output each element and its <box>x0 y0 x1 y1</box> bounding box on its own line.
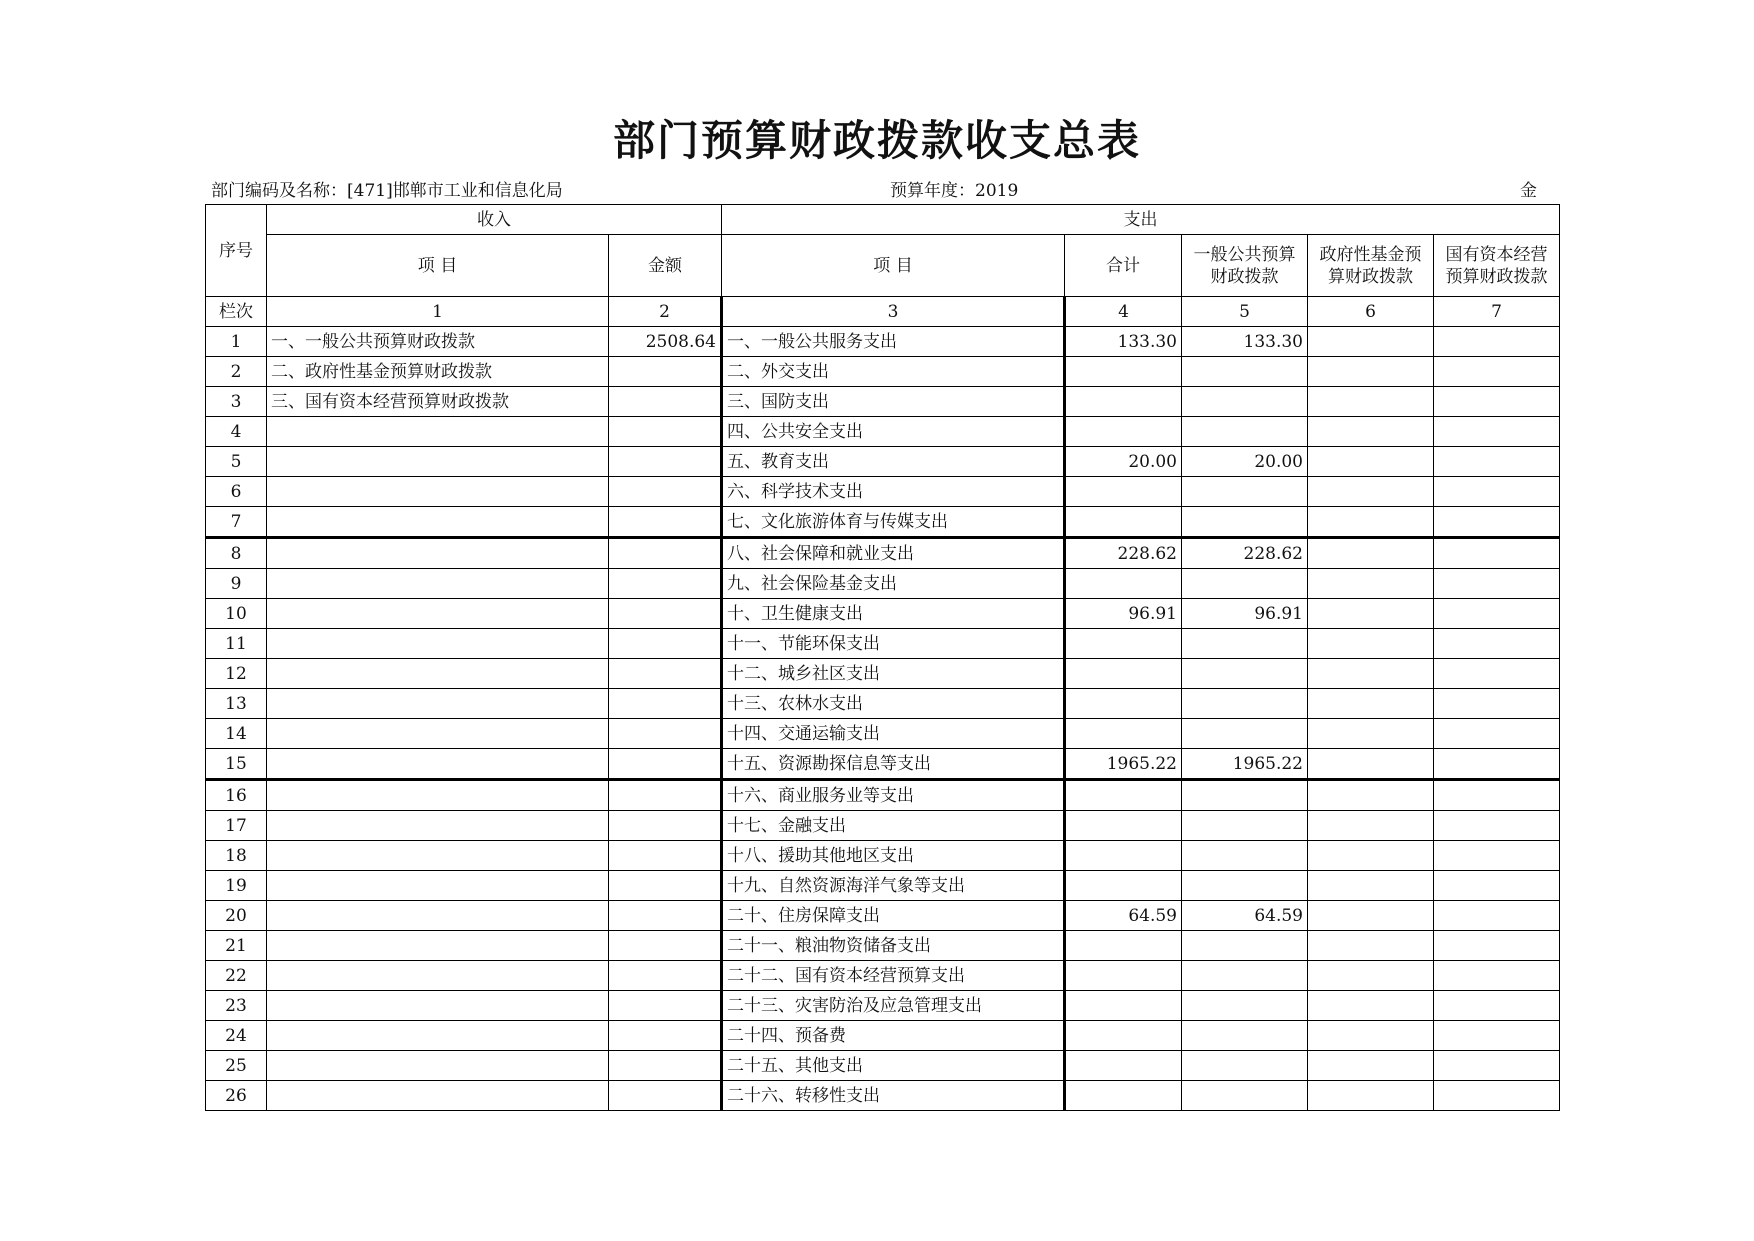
income-amount-cell <box>609 901 722 931</box>
general-budget-cell <box>1182 991 1308 1021</box>
income-amount-cell <box>609 387 722 417</box>
row-number: 22 <box>206 961 267 991</box>
expense-item-cell: 十六、商业服务业等支出 <box>722 780 1065 811</box>
income-amount-cell <box>609 991 722 1021</box>
expense-item-cell: 十四、交通运输支出 <box>722 719 1065 749</box>
income-amount-cell <box>609 1021 722 1051</box>
table-row <box>206 1051 1560 1081</box>
table-row <box>206 357 1560 387</box>
expense-item-header: 项 目 <box>722 235 1065 297</box>
state-capital-cell <box>1434 659 1560 689</box>
row-number: 8 <box>206 538 267 569</box>
state-capital-cell <box>1434 538 1560 569</box>
state-capital-cell <box>1434 689 1560 719</box>
expense-item-cell: 四、公共安全支出 <box>722 417 1065 447</box>
income-item-cell <box>267 569 609 599</box>
table-row <box>206 811 1560 841</box>
income-amount-cell <box>609 629 722 659</box>
income-amount-cell <box>609 961 722 991</box>
total-cell: 133.30 <box>1065 327 1182 357</box>
income-amount-cell <box>609 538 722 569</box>
table-row <box>206 1081 1560 1111</box>
state-capital-cell <box>1434 719 1560 749</box>
income-item-cell <box>267 841 609 871</box>
general-budget-cell <box>1182 477 1308 507</box>
expense-item-cell: 二十六、转移性支出 <box>722 1081 1065 1111</box>
income-amount-cell <box>609 1081 722 1111</box>
state-capital-cell <box>1434 599 1560 629</box>
gov-fund-cell <box>1308 569 1434 599</box>
gov-fund-cell <box>1308 629 1434 659</box>
expense-item-cell: 二十五、其他支出 <box>722 1051 1065 1081</box>
general-budget-cell: 228.62 <box>1182 538 1308 569</box>
general-budget-cell <box>1182 931 1308 961</box>
expense-item-cell: 一、一般公共服务支出 <box>722 327 1065 357</box>
state-capital-cell <box>1434 749 1560 780</box>
income-amount-cell <box>609 871 722 901</box>
general-budget-cell <box>1182 357 1308 387</box>
income-item-cell <box>267 961 609 991</box>
total-cell <box>1065 871 1182 901</box>
table-row <box>206 538 1560 569</box>
income-item-cell <box>267 749 609 780</box>
expense-item-cell: 二十三、灾害防治及应急管理支出 <box>722 991 1065 1021</box>
income-item-cell <box>267 901 609 931</box>
gov-fund-cell <box>1308 901 1434 931</box>
row-number: 20 <box>206 901 267 931</box>
expense-item-cell: 十七、金融支出 <box>722 811 1065 841</box>
general-budget-cell <box>1182 1051 1308 1081</box>
row-number: 4 <box>206 417 267 447</box>
state-capital-cell <box>1434 1021 1560 1051</box>
expense-item-cell: 十八、援助其他地区支出 <box>722 841 1065 871</box>
expense-item-cell: 二十一、粮油物资储备支出 <box>722 931 1065 961</box>
col-num: 7 <box>1434 297 1560 327</box>
general-budget-header: 一般公共预算财政拨款 <box>1182 235 1308 297</box>
general-budget-cell: 20.00 <box>1182 447 1308 477</box>
expense-item-cell: 七、文化旅游体育与传媒支出 <box>722 507 1065 538</box>
gov-fund-cell <box>1308 599 1434 629</box>
total-cell <box>1065 811 1182 841</box>
total-cell <box>1065 357 1182 387</box>
general-budget-cell <box>1182 841 1308 871</box>
total-cell: 96.91 <box>1065 599 1182 629</box>
income-item-cell <box>267 507 609 538</box>
gov-fund-header: 政府性基金预算财政拨款 <box>1308 235 1434 297</box>
state-capital-cell <box>1434 931 1560 961</box>
gov-fund-cell <box>1308 387 1434 417</box>
state-capital-cell <box>1434 811 1560 841</box>
state-capital-cell <box>1434 477 1560 507</box>
col-num: 1 <box>267 297 609 327</box>
income-amount-cell <box>609 811 722 841</box>
table-row <box>206 599 1560 629</box>
income-amount-cell <box>609 357 722 387</box>
total-cell <box>1065 1021 1182 1051</box>
income-item-cell <box>267 629 609 659</box>
income-item-cell <box>267 931 609 961</box>
income-amount-header: 金额 <box>609 235 722 297</box>
table-row <box>206 569 1560 599</box>
income-item-cell <box>267 447 609 477</box>
general-budget-cell <box>1182 811 1308 841</box>
row-number: 14 <box>206 719 267 749</box>
state-capital-cell <box>1434 387 1560 417</box>
income-amount-cell <box>609 447 722 477</box>
expense-item-cell: 二、外交支出 <box>722 357 1065 387</box>
state-capital-cell <box>1434 901 1560 931</box>
table-row <box>206 719 1560 749</box>
row-number: 10 <box>206 599 267 629</box>
income-amount-cell <box>609 780 722 811</box>
row-number: 7 <box>206 507 267 538</box>
col-num: 2 <box>609 297 722 327</box>
expense-item-cell: 十三、农林水支出 <box>722 689 1065 719</box>
table-row <box>206 871 1560 901</box>
row-number: 5 <box>206 447 267 477</box>
table-row <box>206 931 1560 961</box>
gov-fund-cell <box>1308 780 1434 811</box>
income-amount-cell <box>609 1051 722 1081</box>
table-row <box>206 477 1560 507</box>
income-amount-cell <box>609 417 722 447</box>
state-capital-cell <box>1434 327 1560 357</box>
row-number: 26 <box>206 1081 267 1111</box>
general-budget-cell <box>1182 689 1308 719</box>
income-item-cell <box>267 991 609 1021</box>
table-row <box>206 901 1560 931</box>
expense-item-cell: 十九、自然资源海洋气象等支出 <box>722 871 1065 901</box>
gov-fund-cell <box>1308 871 1434 901</box>
row-number: 24 <box>206 1021 267 1051</box>
table-row <box>206 749 1560 780</box>
row-number: 19 <box>206 871 267 901</box>
state-capital-cell <box>1434 417 1560 447</box>
general-budget-cell: 96.91 <box>1182 599 1308 629</box>
gov-fund-cell <box>1308 1081 1434 1111</box>
gov-fund-cell <box>1308 991 1434 1021</box>
income-item-cell <box>267 811 609 841</box>
gov-fund-cell <box>1308 538 1434 569</box>
income-amount-cell <box>609 569 722 599</box>
row-number: 18 <box>206 841 267 871</box>
state-capital-cell <box>1434 447 1560 477</box>
gov-fund-cell <box>1308 811 1434 841</box>
general-budget-cell <box>1182 871 1308 901</box>
table-row <box>206 417 1560 447</box>
table-row <box>206 629 1560 659</box>
row-number: 23 <box>206 991 267 1021</box>
income-amount-cell <box>609 659 722 689</box>
general-budget-cell <box>1182 569 1308 599</box>
gov-fund-cell <box>1308 841 1434 871</box>
total-cell <box>1065 931 1182 961</box>
col-num: 6 <box>1308 297 1434 327</box>
general-budget-cell <box>1182 1081 1308 1111</box>
total-cell <box>1065 689 1182 719</box>
gov-fund-cell <box>1308 719 1434 749</box>
total-cell: 1965.22 <box>1065 749 1182 780</box>
table-row <box>206 447 1560 477</box>
gov-fund-cell <box>1308 417 1434 447</box>
state-capital-cell <box>1434 1081 1560 1111</box>
table-row <box>206 507 1560 538</box>
col-num: 4 <box>1065 297 1182 327</box>
state-capital-cell <box>1434 629 1560 659</box>
income-amount-cell <box>609 841 722 871</box>
state-capital-cell <box>1434 1051 1560 1081</box>
general-budget-cell: 1965.22 <box>1182 749 1308 780</box>
total-cell <box>1065 1051 1182 1081</box>
income-item-cell: 三、国有资本经营预算财政拨款 <box>267 387 609 417</box>
general-budget-cell <box>1182 719 1308 749</box>
row-number: 25 <box>206 1051 267 1081</box>
state-capital-cell <box>1434 961 1560 991</box>
row-number: 12 <box>206 659 267 689</box>
table-row <box>206 327 1560 357</box>
gov-fund-cell <box>1308 749 1434 780</box>
state-capital-cell <box>1434 871 1560 901</box>
state-capital-cell <box>1434 991 1560 1021</box>
expense-item-cell: 十、卫生健康支出 <box>722 599 1065 629</box>
page-title: 部门预算财政拨款收支总表 <box>612 116 1141 165</box>
total-cell: 64.59 <box>1065 901 1182 931</box>
row-number: 11 <box>206 629 267 659</box>
general-budget-cell <box>1182 659 1308 689</box>
general-budget-cell <box>1182 387 1308 417</box>
income-item-cell: 一、一般公共预算财政拨款 <box>267 327 609 357</box>
income-amount-cell <box>609 599 722 629</box>
seq-header: 序号 <box>206 205 267 297</box>
gov-fund-cell <box>1308 477 1434 507</box>
income-item-cell <box>267 689 609 719</box>
row-number: 21 <box>206 931 267 961</box>
row-number: 17 <box>206 811 267 841</box>
row-number: 16 <box>206 780 267 811</box>
unit-label: 金 <box>1520 181 1537 201</box>
expense-item-cell: 十一、节能环保支出 <box>722 629 1065 659</box>
total-cell <box>1065 780 1182 811</box>
general-budget-cell <box>1182 780 1308 811</box>
budget-table <box>205 204 1560 1111</box>
general-budget-cell <box>1182 961 1308 991</box>
total-header: 合计 <box>1065 235 1182 297</box>
gov-fund-cell <box>1308 689 1434 719</box>
expense-item-cell: 五、教育支出 <box>722 447 1065 477</box>
total-cell <box>1065 961 1182 991</box>
budget-year-label: 预算年度：2019 <box>890 181 1019 201</box>
total-cell <box>1065 387 1182 417</box>
total-cell <box>1065 1081 1182 1111</box>
expense-item-cell: 十二、城乡社区支出 <box>722 659 1065 689</box>
general-budget-cell <box>1182 417 1308 447</box>
table-row <box>206 841 1560 871</box>
row-number: 1 <box>206 327 267 357</box>
gov-fund-cell <box>1308 659 1434 689</box>
table-row <box>206 387 1560 417</box>
row-number: 9 <box>206 569 267 599</box>
gov-fund-cell <box>1308 1021 1434 1051</box>
income-amount-cell: 2508.64 <box>609 327 722 357</box>
total-cell <box>1065 719 1182 749</box>
total-cell <box>1065 507 1182 538</box>
total-cell <box>1065 417 1182 447</box>
row-number: 2 <box>206 357 267 387</box>
general-budget-cell <box>1182 507 1308 538</box>
state-capital-cell <box>1434 507 1560 538</box>
gov-fund-cell <box>1308 357 1434 387</box>
total-cell: 20.00 <box>1065 447 1182 477</box>
state-capital-header: 国有资本经营预算财政拨款 <box>1434 235 1560 297</box>
income-item-cell <box>267 417 609 447</box>
total-cell <box>1065 477 1182 507</box>
income-item-cell <box>267 1051 609 1081</box>
income-amount-cell <box>609 749 722 780</box>
income-header: 收入 <box>267 205 722 235</box>
income-item-cell <box>267 871 609 901</box>
state-capital-cell <box>1434 569 1560 599</box>
department-label: 部门编码及名称：[471]邯郸市工业和信息化局 <box>211 181 563 201</box>
row-number: 6 <box>206 477 267 507</box>
general-budget-cell <box>1182 1021 1308 1051</box>
total-cell <box>1065 569 1182 599</box>
gov-fund-cell <box>1308 447 1434 477</box>
table-row <box>206 780 1560 811</box>
expense-header: 支出 <box>722 205 1560 235</box>
gov-fund-cell <box>1308 507 1434 538</box>
income-item-cell: 二、政府性基金预算财政拨款 <box>267 357 609 387</box>
general-budget-cell: 64.59 <box>1182 901 1308 931</box>
gov-fund-cell <box>1308 327 1434 357</box>
gov-fund-cell <box>1308 961 1434 991</box>
gov-fund-cell <box>1308 931 1434 961</box>
table-row <box>206 689 1560 719</box>
row-number: 3 <box>206 387 267 417</box>
table-row <box>206 659 1560 689</box>
expense-item-cell: 二十、住房保障支出 <box>722 901 1065 931</box>
table-row <box>206 991 1560 1021</box>
total-cell <box>1065 659 1182 689</box>
income-item-cell <box>267 659 609 689</box>
gov-fund-cell <box>1308 1051 1434 1081</box>
expense-item-cell: 八、社会保障和就业支出 <box>722 538 1065 569</box>
expense-item-cell: 九、社会保险基金支出 <box>722 569 1065 599</box>
table-row <box>206 961 1560 991</box>
expense-item-cell: 六、科学技术支出 <box>722 477 1065 507</box>
table-row <box>206 1021 1560 1051</box>
income-item-cell <box>267 1021 609 1051</box>
total-cell <box>1065 991 1182 1021</box>
income-item-header: 项 目 <box>267 235 609 297</box>
total-cell: 228.62 <box>1065 538 1182 569</box>
state-capital-cell <box>1434 780 1560 811</box>
expense-item-cell: 二十四、预备费 <box>722 1021 1065 1051</box>
row-number: 15 <box>206 749 267 780</box>
row-number: 13 <box>206 689 267 719</box>
income-item-cell <box>267 719 609 749</box>
income-amount-cell <box>609 689 722 719</box>
income-item-cell <box>267 1081 609 1111</box>
expense-item-cell: 二十二、国有资本经营预算支出 <box>722 961 1065 991</box>
state-capital-cell <box>1434 357 1560 387</box>
income-amount-cell <box>609 719 722 749</box>
income-item-cell <box>267 780 609 811</box>
income-item-cell <box>267 599 609 629</box>
income-amount-cell <box>609 507 722 538</box>
general-budget-cell <box>1182 629 1308 659</box>
state-capital-cell <box>1434 841 1560 871</box>
income-amount-cell <box>609 477 722 507</box>
col-num: 5 <box>1182 297 1308 327</box>
expense-item-cell: 三、国防支出 <box>722 387 1065 417</box>
general-budget-cell: 133.30 <box>1182 327 1308 357</box>
income-item-cell <box>267 538 609 569</box>
col-label: 栏次 <box>206 297 267 327</box>
income-amount-cell <box>609 931 722 961</box>
total-cell <box>1065 841 1182 871</box>
col-num: 3 <box>722 297 1065 327</box>
income-item-cell <box>267 477 609 507</box>
total-cell <box>1065 629 1182 659</box>
expense-item-cell: 十五、资源勘探信息等支出 <box>722 749 1065 780</box>
